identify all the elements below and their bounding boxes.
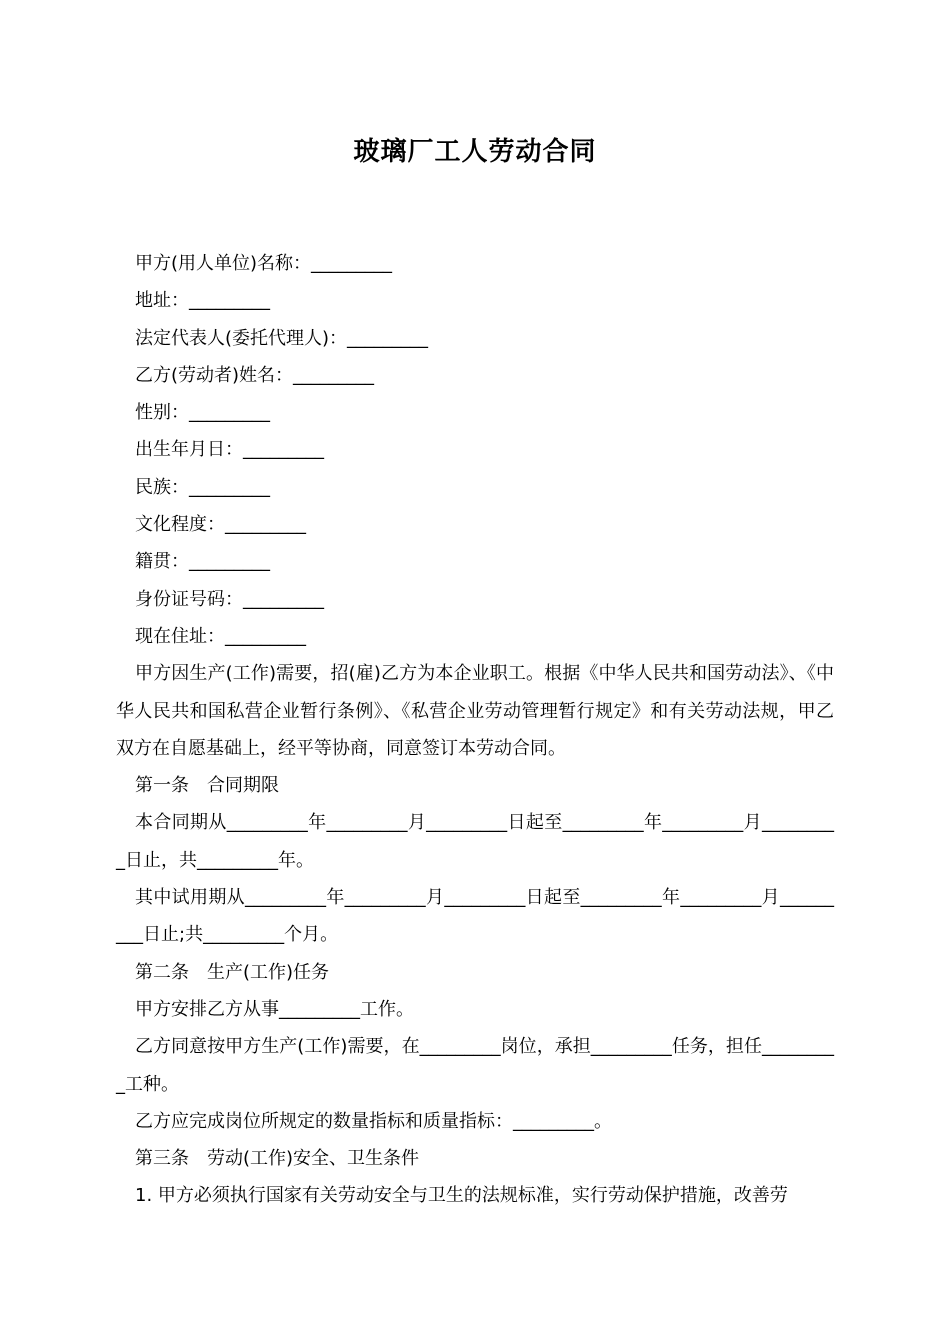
document-title: 玻璃厂工人劳动合同 bbox=[353, 137, 597, 167]
article-2-paragraph-1: 甲方安排乙方从事_________工作。 bbox=[135, 998, 414, 1020]
field-birth-date: 出生年月日：_________ bbox=[135, 439, 324, 461]
document-body bbox=[116, 245, 834, 1215]
article-1-term-paragraph: 本合同期从_________年_________月_________日起至_________年_________月_________日止，共_________年。 bbox=[116, 812, 834, 871]
field-id-number: 身份证号码：_________ bbox=[135, 588, 324, 610]
article-2-heading: 第二条 生产(工作)任务 bbox=[135, 961, 330, 983]
field-ethnicity: 民族：_________ bbox=[135, 476, 270, 498]
article-2-paragraph-2: 乙方同意按甲方生产(工作)需要，在_________岗位，承担_________任务，担任_________工种。 bbox=[116, 1036, 834, 1095]
field-current-address: 现在住址：_________ bbox=[135, 625, 306, 647]
intro-paragraph: 甲方因生产(工作)需要，招(雇)乙方为本企业职工。根据《中华人民共和国劳动法》、《中华人民共和国私营企业暂行条例》、《私营企业劳动管理暂行规定》和有关劳动法规，甲乙双方在自愿基础上，经平等协商，同意签订本劳动合同。 bbox=[116, 663, 834, 759]
field-address: 地址：_________ bbox=[135, 290, 270, 312]
field-education: 文化程度：_________ bbox=[135, 514, 306, 536]
article-1-probation-paragraph: 其中试用期从_________年_________月_________日起至_________年_________月_________日止;共_________个月。 bbox=[116, 887, 834, 946]
article-1-heading: 第一条 合同期限 bbox=[135, 775, 279, 797]
article-3-paragraph-1: 1. 甲方必须执行国家有关劳动安全与卫生的法规标准，实行劳动保护措施，改善劳 bbox=[135, 1185, 788, 1207]
field-employer-name: 甲方(用人单位)名称：_________ bbox=[135, 253, 393, 274]
field-legal-representative: 法定代表人(委托代理人)：_________ bbox=[135, 327, 429, 349]
article-3-heading: 第三条 劳动(工作)安全、卫生条件 bbox=[135, 1148, 420, 1170]
field-gender: 性别：_________ bbox=[135, 402, 270, 424]
field-native-place: 籍贯：_________ bbox=[135, 551, 270, 573]
field-employee-name: 乙方(劳动者)姓名：_________ bbox=[135, 364, 375, 386]
article-2-paragraph-3: 乙方应完成岗位所规定的数量指标和质量指标：_________。 bbox=[135, 1110, 612, 1132]
